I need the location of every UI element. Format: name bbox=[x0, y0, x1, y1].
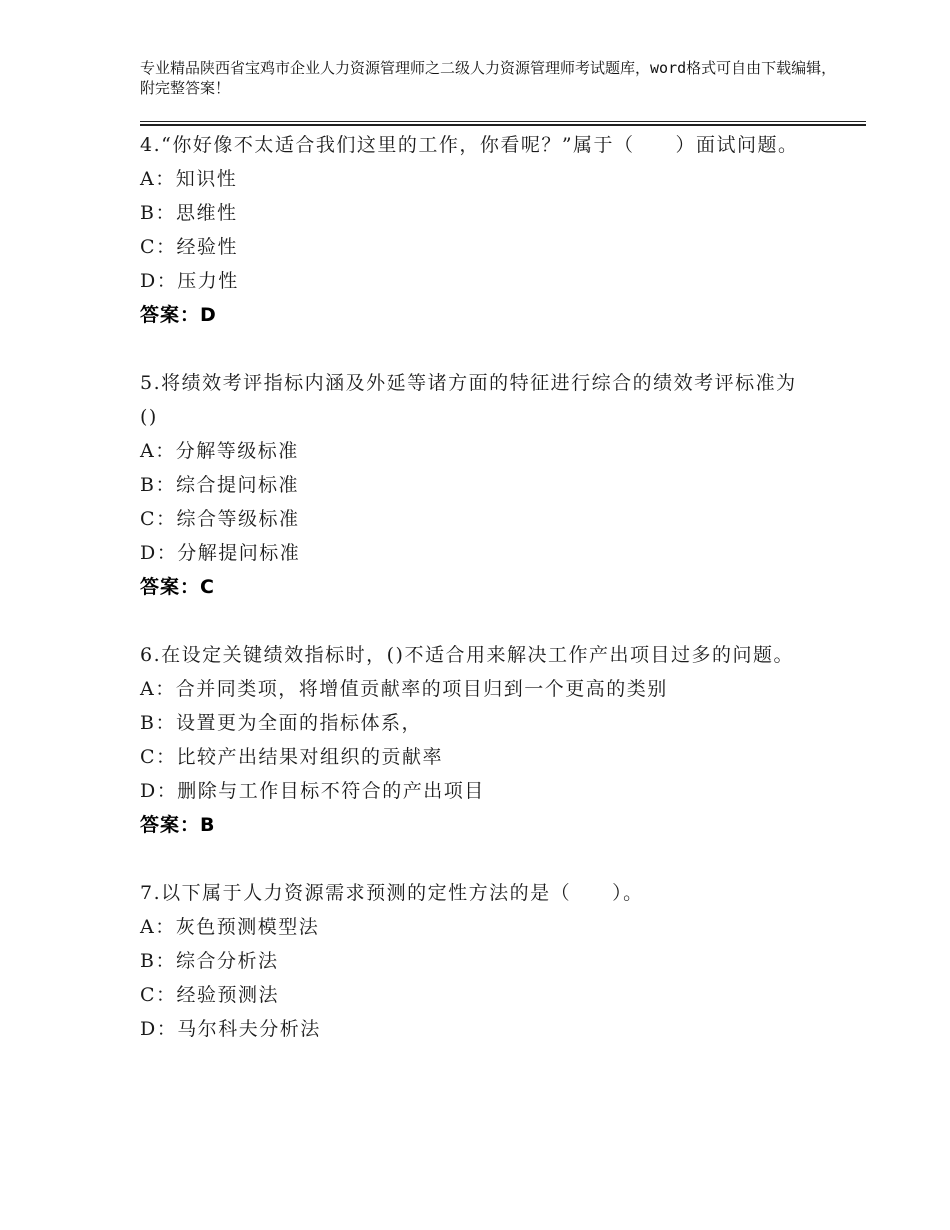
option-b: B：设置更为全面的指标体系， bbox=[140, 712, 422, 734]
question-block bbox=[140, 876, 810, 1046]
option-c: C：比较产出结果对组织的贡献率 bbox=[140, 746, 444, 768]
question-block bbox=[140, 638, 810, 842]
header-divider bbox=[140, 121, 866, 122]
answer-line: 答案：B bbox=[140, 814, 216, 836]
question-block bbox=[140, 366, 810, 604]
option-a: A：灰色预测模型法 bbox=[140, 916, 320, 938]
option-d: D：分解提问标准 bbox=[140, 542, 301, 564]
question-stem: 6.在设定关键绩效指标时，()不适合用来解决工作产出项目过多的问题。 bbox=[140, 644, 794, 666]
option-a: A：合并同类项，将增值贡献率的项目归到一个更高的类别 bbox=[140, 678, 668, 700]
option-d: D：压力性 bbox=[140, 270, 239, 292]
header-divider-thick bbox=[140, 124, 866, 126]
option-b: B：思维性 bbox=[140, 202, 238, 224]
option-b: B：综合分析法 bbox=[140, 950, 279, 972]
document-header: 专业精品陕西省宝鸡市企业人力资源管理师之二级人力资源管理师考试题库，word格式可自由下载编辑，附完整答案！ bbox=[140, 59, 837, 97]
option-d: D：马尔科夫分析法 bbox=[140, 1018, 321, 1040]
answer-line: 答案：C bbox=[140, 576, 215, 598]
option-c: C：经验预测法 bbox=[140, 984, 280, 1006]
question-list bbox=[140, 128, 810, 1080]
option-a: A：分解等级标准 bbox=[140, 440, 299, 462]
option-b: B：综合提问标准 bbox=[140, 474, 299, 496]
answer-line: 答案：D bbox=[140, 304, 217, 326]
question-stem: 4.“你好像不太适合我们这里的工作，你看呢？”属于（ ）面试问题。 bbox=[140, 134, 799, 156]
option-c: C：综合等级标准 bbox=[140, 508, 300, 530]
option-a: A：知识性 bbox=[140, 168, 238, 190]
question-block bbox=[140, 128, 810, 332]
question-stem: 5.将绩效考评指标内涵及外延等诸方面的特征进行综合的绩效考评标准为() bbox=[140, 372, 797, 428]
option-c: C：经验性 bbox=[140, 236, 239, 258]
option-d: D：删除与工作目标不符合的产出项目 bbox=[140, 780, 485, 802]
question-stem: 7.以下属于人力资源需求预测的定性方法的是（ ）。 bbox=[140, 882, 644, 904]
